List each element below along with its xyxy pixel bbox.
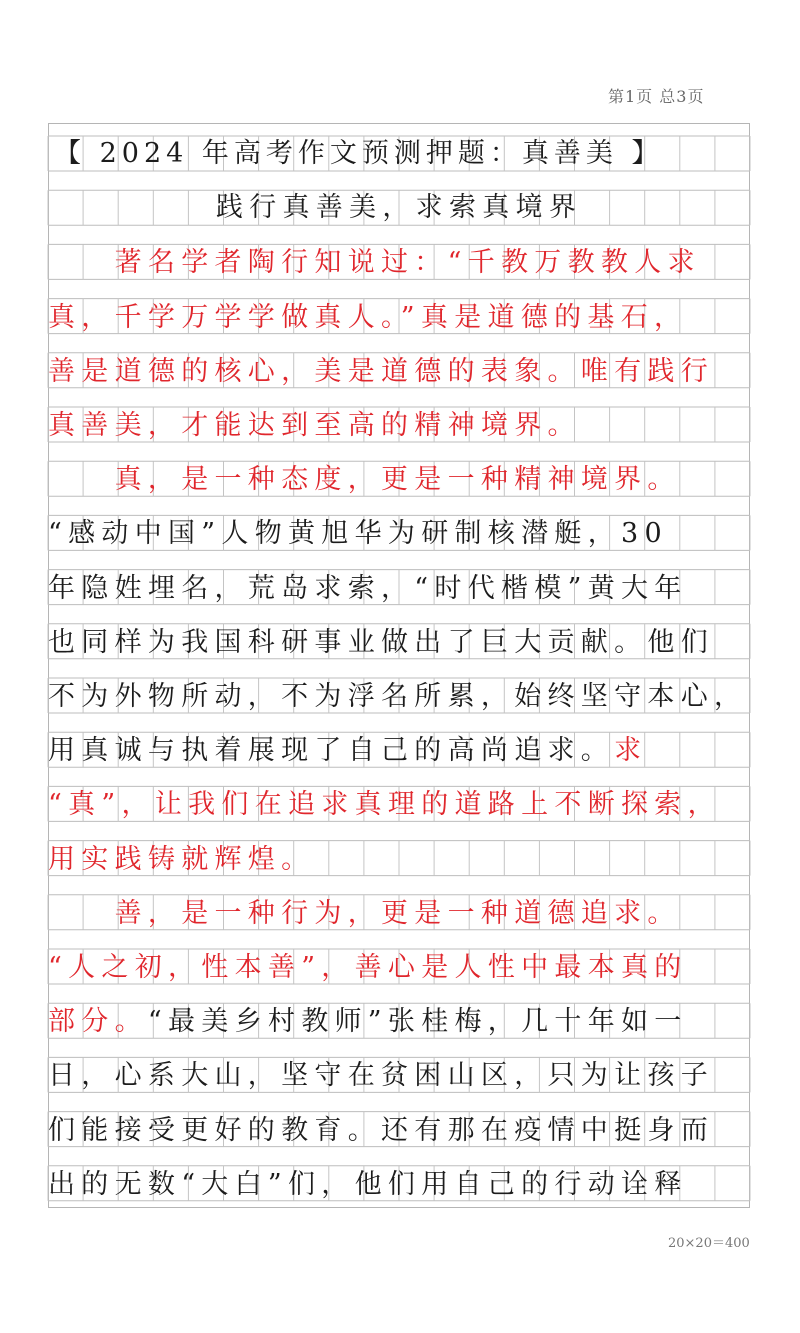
essay-line — [48, 1112, 750, 1147]
highlighted-text: “人之初，性本善”，善心是人性中最本真的 — [48, 952, 688, 983]
essay-line — [48, 678, 750, 713]
essay-line — [48, 732, 750, 767]
essay-line — [48, 1166, 750, 1201]
essay-title — [48, 135, 750, 170]
essay-line — [48, 461, 750, 496]
highlighted-text: 真，是一种态度，更是一种精神境界。 — [48, 464, 681, 496]
highlighted-text: “真”，让我们在追求真理的道路上不断探索， — [48, 789, 721, 821]
essay-line — [48, 299, 750, 334]
essay-line — [48, 624, 750, 659]
highlighted-text: 善是道德的核心，美是道德的表象。唯有践行 — [48, 355, 714, 387]
highlighted-text: 求 — [614, 735, 648, 767]
essay-line — [48, 786, 750, 821]
highlighted-text: 著名学者陶行知说过：“千教万教教人求 — [48, 247, 701, 279]
body-text: “最美乡村教师”张桂梅，几十年如一 — [147, 1006, 688, 1038]
highlighted-text: 善，是一种行为，更是一种道德追求。 — [48, 897, 681, 929]
highlighted-text: 部分。 — [48, 1006, 148, 1038]
essay-line — [48, 949, 750, 984]
essay-line — [48, 570, 750, 605]
body-text: 不为外物所动，不为浮名所累，始终坚守本心， — [48, 681, 748, 712]
body-text: 出的无数“大白”们，他们用自己的行动诠释 — [48, 1168, 688, 1200]
essay-line — [48, 1057, 750, 1092]
essay-line — [48, 1003, 750, 1038]
body-text: 用真诚与执着展现了自己的高尚追求。 — [48, 735, 615, 767]
essay-line — [48, 515, 750, 550]
body-text: 也同样为我国科研事业做出了巨大贡献。他们 — [48, 626, 714, 658]
body-text: 日，心系大山，坚守在贫困山区，只为让孩子 — [48, 1060, 714, 1092]
essay-line — [48, 895, 750, 930]
essay-line — [48, 244, 750, 279]
highlighted-text: 用实践铸就辉煌。 — [48, 843, 315, 875]
essay-subtitle-text: 践行真善美，求索真境界 — [215, 192, 583, 223]
highlighted-text: 真善美，才能达到至高的精神境界。 — [48, 410, 581, 441]
body-text: 年隐姓埋名，荒岛求索，“时代楷模”黄大年 — [48, 572, 688, 604]
highlighted-text: 真，千学万学学做真人。”真是道德的基石， — [48, 301, 688, 333]
essay-line — [48, 407, 750, 442]
essay-title-text: 【 2024 年高考作文预测押题：真善美 】 — [54, 138, 664, 169]
essay-line — [48, 353, 750, 388]
essay-subtitle — [48, 189, 750, 224]
body-text: “感动中国”人物黄旭华为研制核潜艇，30 — [48, 518, 668, 550]
essay-line — [48, 841, 750, 876]
grid-count: 20×20＝400 — [668, 1236, 750, 1251]
page-indicator: 第1页 总3页 — [608, 87, 705, 106]
body-text: 们能接受更好的教育。还有那在疫情中挺身而 — [48, 1114, 714, 1146]
